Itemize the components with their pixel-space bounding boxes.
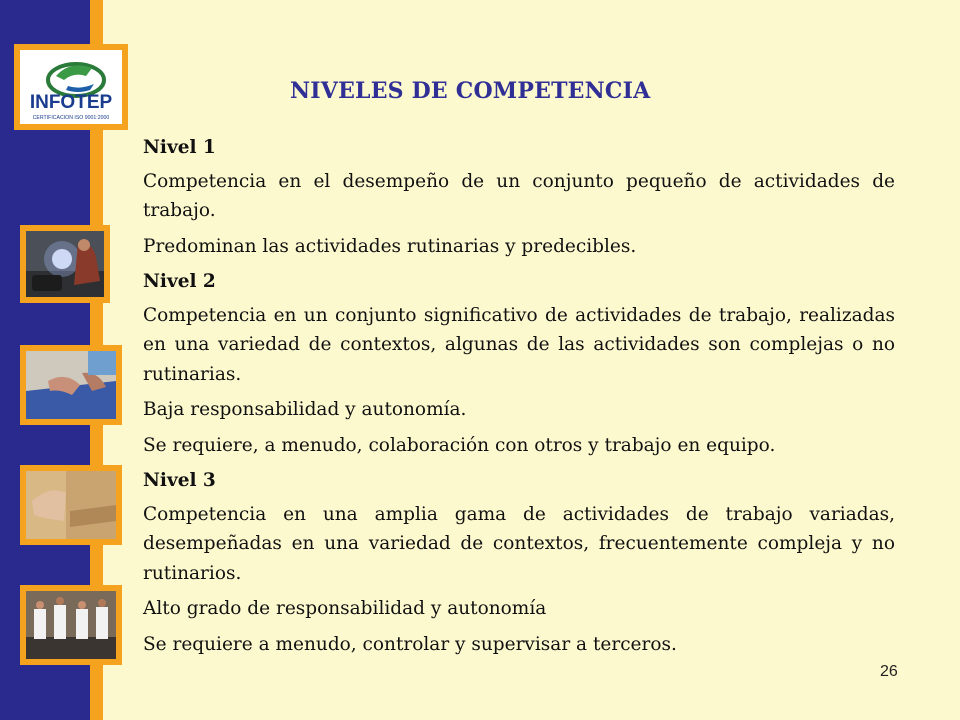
logo-tagline: CERTIFICACION ISO 9001:2000 <box>32 115 110 121</box>
photo-frame-2 <box>20 345 122 425</box>
photo-hands <box>26 351 116 419</box>
level-3-description: Competencia en una amplia gama de actividades de trabajo variadas, desempeñadas en una variedad de contextos, frecuentemente compleja y no rutinarios. <box>143 503 895 584</box>
level-2-heading: Nivel 2 <box>143 271 216 292</box>
level-1-heading: Nivel 1 <box>143 137 216 158</box>
logo-wordmark: INFOTEP <box>29 92 113 113</box>
slide-body <box>143 133 895 665</box>
level-1-detail: Predominan las actividades rutinarias y predecibles. <box>143 235 637 257</box>
page-number: 26 <box>880 663 898 680</box>
infotep-logo <box>20 50 122 124</box>
level-1-description: Competencia en el desempeño de un conjunto pequeño de actividades de trabajo. <box>143 170 895 221</box>
logo-frame <box>14 44 128 130</box>
photo-frame-3 <box>20 465 122 545</box>
photo-woodwork <box>26 471 116 539</box>
level-2-description: Competencia en un conjunto significativo de actividades de trabajo, realizadas en una variedad de contextos, algunas de las actividades son complejas o no rutinarias. <box>143 304 895 385</box>
level-2-detail-1: Baja responsabilidad y autonomía. <box>143 399 467 420</box>
level-3-detail-2: Se requiere a menudo, controlar y supervisar a terceros. <box>143 633 677 655</box>
photo-frame-1 <box>20 225 110 303</box>
level-3-heading: Nivel 3 <box>143 470 216 491</box>
photo-chefs <box>26 591 116 659</box>
photo-frame-4 <box>20 585 122 665</box>
level-2-detail-2: Se requiere, a menudo, colaboración con otros y trabajo en equipo. <box>143 434 776 456</box>
logo-globe-icon <box>20 50 122 124</box>
page-title: NIVELES DE COMPETENCIA <box>290 78 651 104</box>
level-3-detail-1: Alto grado de responsabilidad y autonomía <box>143 598 547 619</box>
photo-welding <box>26 231 104 297</box>
